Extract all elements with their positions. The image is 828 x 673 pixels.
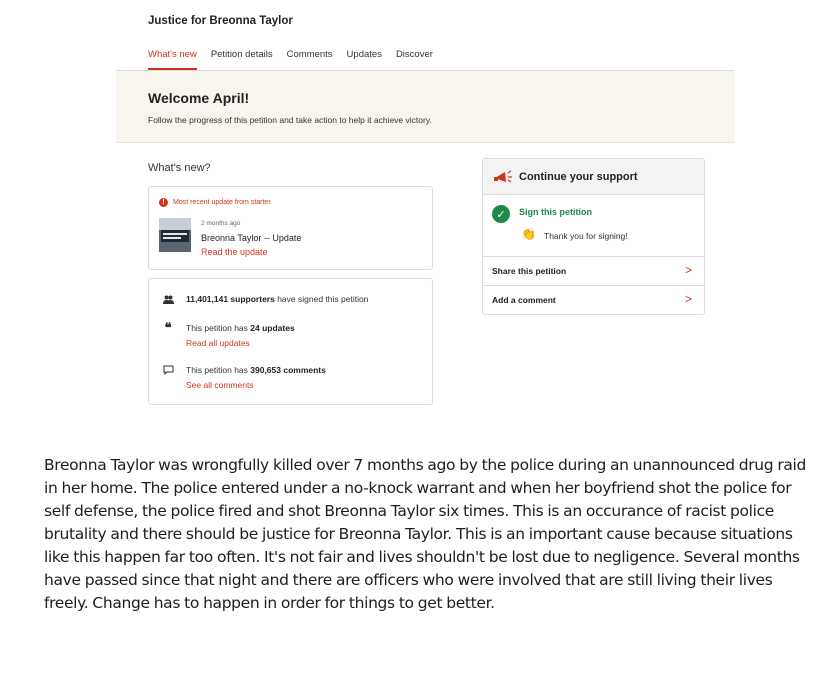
- thanks-message: Thank you for signing!: [544, 231, 628, 241]
- update-timestamp: 2 months ago: [201, 220, 241, 227]
- tab-comments[interactable]: Comments: [286, 49, 333, 60]
- share-petition-button[interactable]: Share this petition: [492, 266, 567, 276]
- support-heading: Continue your support: [519, 171, 638, 183]
- whats-new-heading: What's new?: [148, 162, 211, 174]
- see-all-comments-link[interactable]: See all comments: [186, 380, 254, 390]
- tab-updates[interactable]: Updates: [346, 49, 382, 60]
- add-comment-button[interactable]: Add a comment: [492, 295, 556, 305]
- tab-bar: [148, 49, 447, 70]
- megaphone-icon: [493, 169, 513, 190]
- support-card: [482, 158, 705, 315]
- tab-whats-new[interactable]: What's new: [148, 49, 197, 70]
- comments-stat: This petition has 390,653 comments: [186, 365, 326, 375]
- support-header: [483, 159, 704, 195]
- check-icon: ✓: [492, 205, 510, 223]
- tab-petition-details[interactable]: Petition details: [210, 49, 273, 60]
- update-thumbnail[interactable]: [159, 218, 191, 252]
- welcome-heading: Welcome April!: [148, 90, 250, 106]
- sign-petition-status: Sign this petition: [519, 207, 592, 217]
- quote-icon: ❝: [164, 320, 172, 335]
- divider: [483, 285, 704, 286]
- divider: [483, 256, 704, 257]
- essay-text: Breonna Taylor was wrongfully killed over 7 months ago by the police during an unannounced drug raid in her home. The police entered under a no-knock warrant and when her boyfriend shot the police for self defense, the police fired and shot Breonna Taylor six times. This is an occurance of racist police brutality and there should be justice for Breonna Taylor. This is an important cause because situations like this happen far too often. It's not fair and lives shouldn't be lost due to negligence. Several months have passed since that night and there are officers who were involved that are still living their lives freely. Change has to happen in order for things to get better.: [44, 456, 806, 612]
- recent-update-label: [159, 198, 271, 207]
- updates-stat: This petition has 24 updates: [186, 323, 295, 333]
- clap-icon: 👏: [521, 227, 536, 241]
- supporters-stat: 11,401,141 supporters have signed this petition: [186, 294, 369, 304]
- petition-stats-card: [148, 278, 433, 405]
- welcome-banner: [116, 71, 734, 143]
- recent-update-text: Most recent update from starter: [173, 199, 271, 206]
- alert-icon: !: [159, 198, 168, 207]
- read-all-updates-link[interactable]: Read all updates: [186, 338, 250, 348]
- chevron-right-icon[interactable]: >: [685, 263, 693, 277]
- read-update-link[interactable]: Read the update: [201, 247, 268, 257]
- comment-icon: [162, 364, 174, 376]
- tab-discover[interactable]: Discover: [395, 49, 433, 60]
- welcome-subtext: Follow the progress of this petition and take action to help it achieve victory.: [148, 115, 432, 125]
- supporters-icon: [162, 293, 174, 305]
- petition-title: Justice for Breonna Taylor: [148, 15, 293, 27]
- latest-update-card: [148, 186, 433, 270]
- update-title[interactable]: Breonna Taylor -- Update: [201, 233, 302, 243]
- chevron-right-icon[interactable]: >: [685, 292, 693, 306]
